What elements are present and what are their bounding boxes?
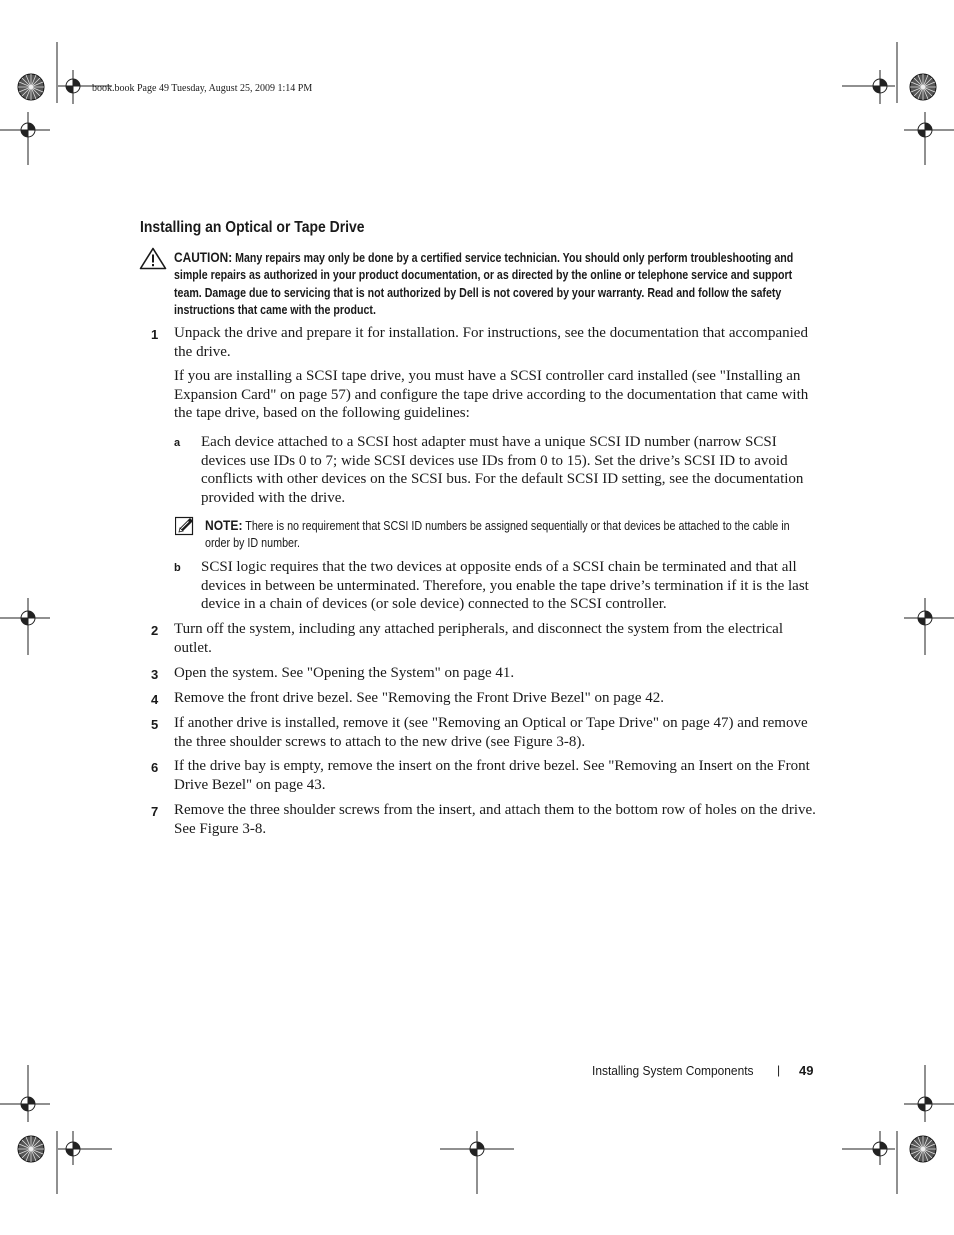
step-number: 4	[151, 692, 159, 707]
caution-notice	[174, 249, 816, 319]
step-text: Remove the front drive bezel. See "Removing the Front Drive Bezel" on page 42.	[174, 690, 665, 706]
step-extra-text: If you are installing a SCSI tape drive, you must have a SCSI controller card installed (see "Installing an Expansion Card" on page 57) and configure the tape drive according to the documentation that came with the tape drive, based on the following guidelines:	[174, 368, 809, 422]
footer-separator: |	[777, 1063, 781, 1077]
step-text: Turn off the system, including any attached peripherals, and disconnect the system from the electrical outlet.	[174, 621, 783, 656]
step-text: Open the system. See "Opening the System" on page 41.	[174, 665, 515, 681]
step-number: 6	[151, 760, 159, 775]
step-number: 3	[151, 667, 159, 682]
section-title: Installing an Optical or Tape Drive	[140, 219, 365, 236]
page-number: 49	[799, 1063, 814, 1078]
substep-letter: a	[174, 437, 181, 449]
step-number: 7	[151, 804, 159, 819]
note-label: NOTE:	[205, 517, 243, 533]
substep-text: SCSI logic requires that the two devices at opposite ends of a SCSI chain be terminated and that all devices in between be unterminated. Therefore, you enable the tape drive’s termination if it is the last device in a chain of devices (or sole device) connected to the SCSI controller.	[201, 559, 809, 613]
caution-icon	[139, 247, 167, 270]
step-text: If the drive bay is empty, remove the insert on the front drive bezel. See "Removing an Insert on the Front Drive Bezel" on page 43.	[174, 758, 810, 793]
note	[205, 517, 817, 553]
note-pencil-icon	[175, 516, 195, 536]
caution-text: Many repairs may only be done by a certified service technician. You should only perform troubleshooting and simple repairs as authorized in your product documentation, or as directed by the online or telephone service and support team. Damage due to servicing that is not authorized by Dell is not covered by your warranty. Read and follow the safety instructions that came with the product.	[174, 251, 794, 317]
note-text: There is no requirement that SCSI ID numbers be assigned sequentially or that devices be attached to the cable in order by ID number.	[205, 519, 790, 551]
substep-letter: b	[174, 562, 181, 574]
caution-label: CAUTION:	[174, 249, 233, 265]
footer-section-title: Installing System Components	[592, 1063, 754, 1078]
step-text: Unpack the drive and prepare it for installation. For instructions, see the documentation that accompanied the drive.	[174, 325, 808, 360]
step-text: Remove the three shoulder screws from the insert, and attach them to the bottom row of holes on the drive. See Figure 3-8.	[174, 802, 816, 837]
print-info: book.book Page 49 Tuesday, August 25, 2009 1:14 PM	[92, 83, 313, 94]
step-text: If another drive is installed, remove it (see "Removing an Optical or Tape Drive" on page 47) and remove the three shoulder screws to attach to the new drive (see Figure 3-8).	[174, 715, 808, 750]
step-number: 1	[151, 327, 159, 342]
step-number: 2	[151, 623, 159, 638]
step-number: 5	[151, 717, 159, 732]
substep-text: Each device attached to a SCSI host adapter must have a unique SCSI ID number (narrow SCSI devices use IDs 0 to 7; wide SCSI devices use IDs from 0 to 15). Set the drive’s SCSI ID to avoid conflicts with other devices on the SCSI bus. For the default SCSI ID setting, see the documentation provided with the drive.	[201, 434, 804, 506]
